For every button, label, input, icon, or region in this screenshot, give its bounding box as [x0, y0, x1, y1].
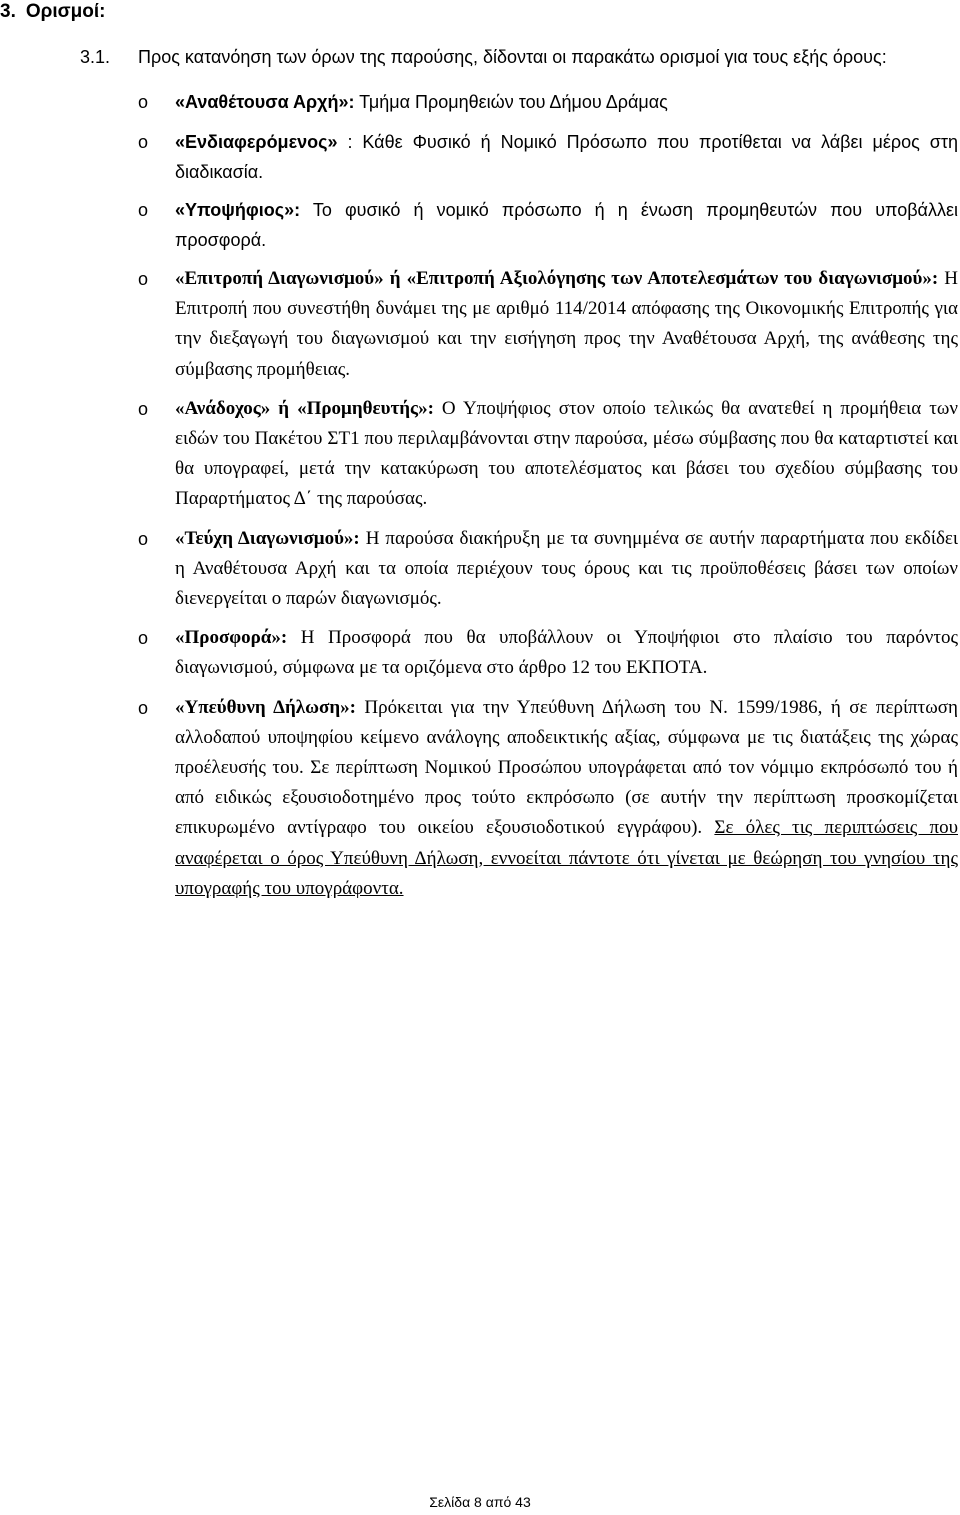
- definition-solemn-declaration: [138, 693, 958, 904]
- bullet-marker: o: [138, 269, 149, 290]
- page-number-label: Σελίδα 8 από 43: [429, 1494, 531, 1510]
- bullet-marker: o: [138, 398, 149, 419]
- intro-text: Προς κατανόηση των όρων της παρούσης, δίδονται οι παρακάτω ορισμοί για τους εξής όρους:: [138, 47, 887, 67]
- definition-text: Η Επιτροπή που συνεστήθη δυνάμει της με αριθμό 114/2014 απόφασης της Οικονομικής Επιτροπής για την διεξαγωγή του διαγωνισμού και την εισήγηση προς την Αναθέτουσα Αρχή, της ανάθεσης της σύμβασης προμήθειας.: [175, 268, 958, 380]
- definition-contracting-authority: [138, 87, 958, 117]
- section-title: Ορισμοί:: [25, 1, 106, 22]
- definition-candidate: [138, 195, 958, 255]
- bullet-marker: o: [138, 132, 149, 153]
- definition-text: : Κάθε Φυσικό ή Νομικό Πρόσωπο που προτίθεται να λάβει μέρος στη διαδικασία.: [175, 132, 958, 183]
- bullet-marker: o: [138, 92, 149, 112]
- definition-text: Το φυσικό ή νομικό πρόσωπο ή η ένωση προμηθευτών που υποβάλλει προσφορά.: [175, 199, 958, 250]
- definition-term: «Υποψήφιος»:: [175, 199, 301, 220]
- intro-paragraph: [80, 45, 887, 69]
- definition-term: «Ανάδοχος» ή «Προμηθευτής»:: [175, 397, 434, 419]
- definition-text: Η παρούσα διακήρυξη με τα συνημμένα σε αυτήν παραρτήματα που εκδίδει η Αναθέτουσα Αρχή και τα οποία περιέχουν τους όρους και τις προϋποθέσεις βάσει των οποίων διενεργείται ο παρών διαγωνισμός.: [175, 527, 958, 610]
- definition-term: «Αναθέτουσα Αρχή»:: [175, 92, 355, 112]
- definition-text: Πρόκειται για την Υπεύθυνη Δήλωση του Ν. 1599/1986, ή σε περίπτωση αλλοδαπού υποψηφίου κείμενο ανάλογης αποδεικτικής αξίας, σύμφωνα με τις διατάξεις της χώρας προέλευσής του. Σε περίπτωση Νομικού Προσώπου υπογράφεται από τον νόμιμο εκπρόσωπό του ή από ειδικώς εξουσιοδοτημένο προς τούτο εκπρόσωπο (σε αυτήν την περίπτωση προσκομίζεται επικυρωμένο αντίγραφο του οικείου εξουσιοδοτικού εγγράφου).: [175, 696, 958, 839]
- page-footer: [0, 1493, 960, 1511]
- definition-term: «Επιτροπή Διαγωνισμού» ή «Επιτροπή Αξιολόγησης των Αποτελεσμάτων του διαγωνισμού»:: [175, 268, 939, 290]
- definition-term: «Προσφορά»:: [175, 627, 288, 649]
- definition-text: Η Προσφορά που θα υποβάλλουν οι Υποψήφιοι στο πλαίσιο του παρόντος διαγωνισμού, σύμφωνα με τα οριζόμενα στο άρθρο 12 του ΕΚΠΟΤΑ.: [175, 627, 958, 679]
- definition-term: «Υπεύθυνη Δήλωση»:: [175, 696, 356, 718]
- definition-interested-party: [138, 127, 958, 187]
- definition-term: «Τεύχη Διαγωνισμού»:: [175, 527, 360, 549]
- intro-number: 3.1.: [80, 47, 111, 67]
- bullet-marker: o: [138, 697, 149, 718]
- bullet-marker: o: [138, 528, 149, 549]
- definition-contractor: [138, 394, 958, 515]
- section-number: 3.: [0, 1, 16, 22]
- definition-underlined-note: Σε όλες τις περιπτώσεις που αναφέρεται ο όρος Υπεύθυνη Δήλωση, εννοείται πάντοτε ότι γίνεται με θεώρηση του γνησίου της υπογραφής του υπογράφοντα.: [175, 817, 958, 899]
- bullet-marker: o: [138, 628, 149, 649]
- definition-tender-committee: [138, 264, 958, 385]
- definition-offer: [138, 623, 958, 683]
- definition-text: Ο Υποψήφιος στον οποίο τελικώς θα ανατεθεί η προμήθεια των ειδών του Πακέτου ΣΤ1 που περιλαμβάνονται στην παρούσα, μέσω σύμβασης που θα καταρτιστεί και θα υπογραφεί, μετά την κατακύρωση του αποτελέσματος και βάσει του σχεδίου σύμβασης του Παραρτήματος Δ΄ της παρούσας.: [175, 397, 958, 510]
- section-heading: [0, 0, 106, 24]
- bullet-marker: o: [138, 199, 149, 220]
- definition-term: «Ενδιαφερόμενος»: [175, 132, 338, 153]
- definition-text: Τμήμα Προμηθειών του Δήμου Δράμας: [354, 92, 668, 112]
- definitions-list: [138, 87, 958, 904]
- definition-tender-documents: [138, 524, 958, 615]
